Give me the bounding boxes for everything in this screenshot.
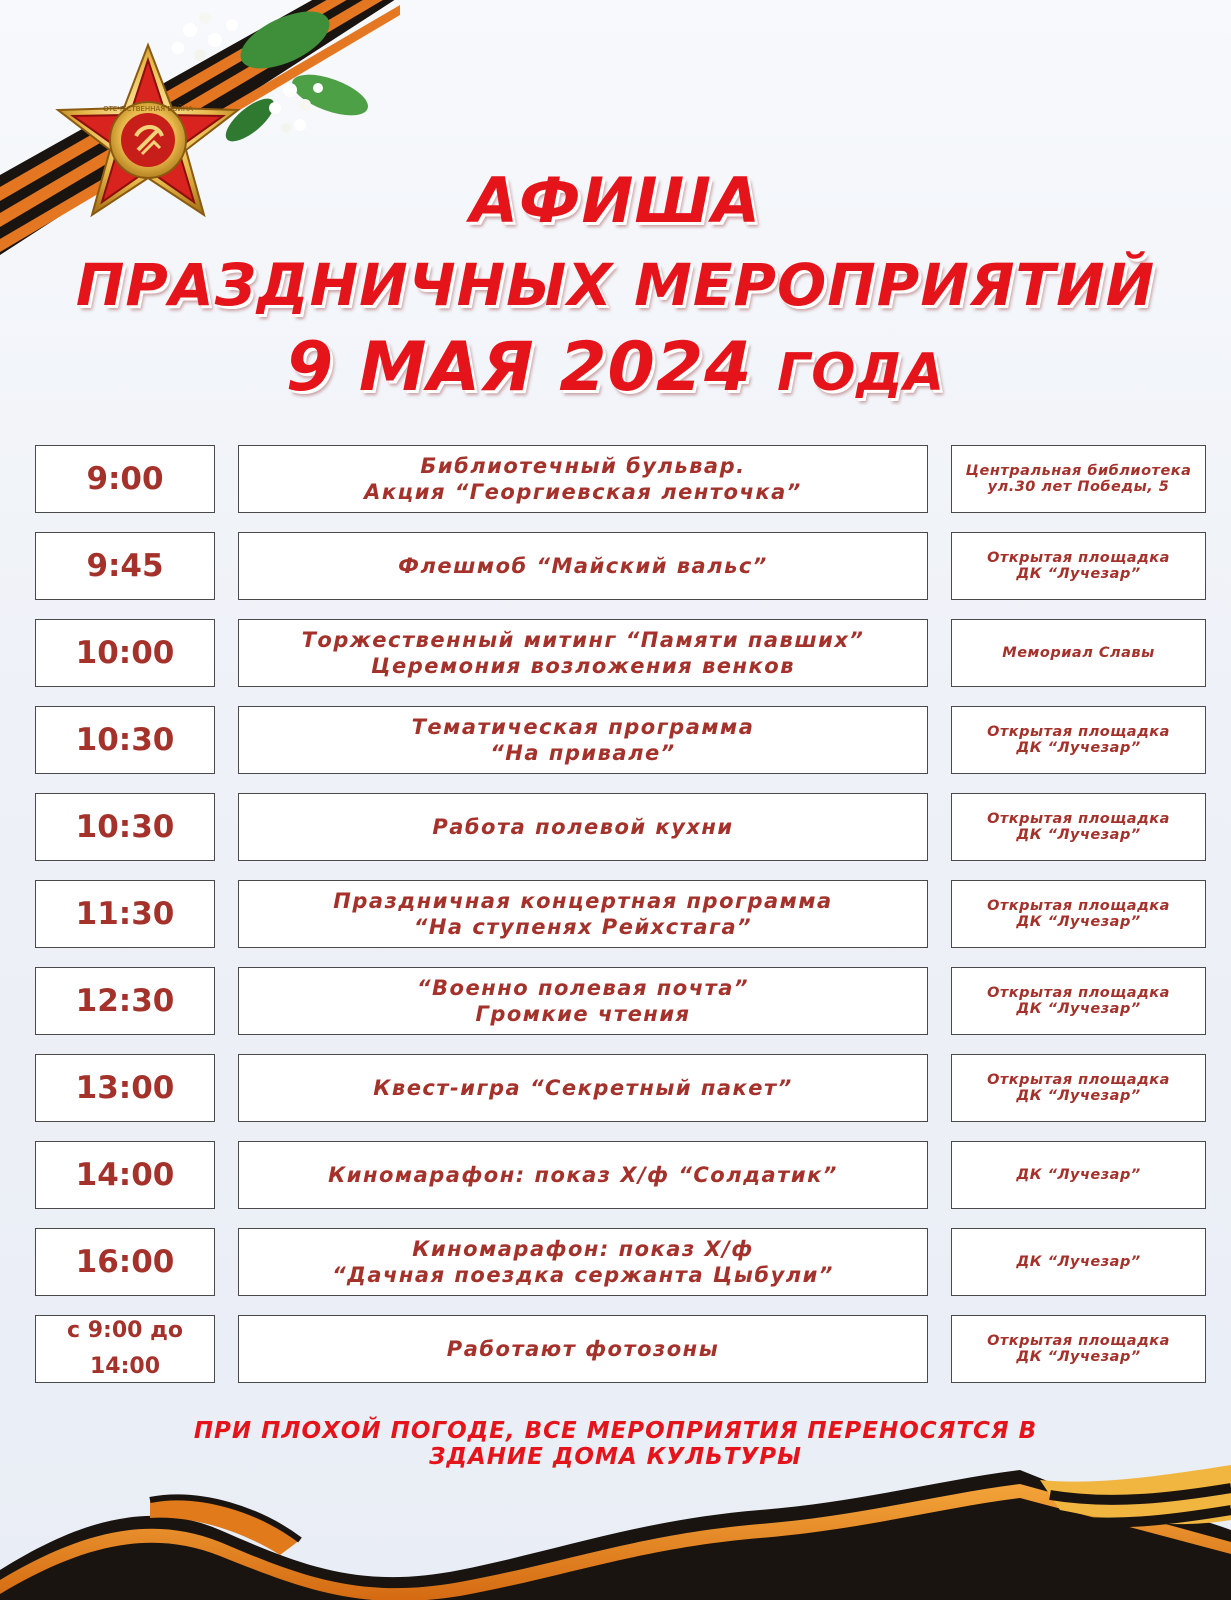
- event-place: Открытая площадка ДК “Лучезар”: [951, 967, 1206, 1035]
- event-title: Квест-игра “Секретный пакет”: [238, 1054, 928, 1122]
- event-title: Работа полевой кухни: [238, 793, 928, 861]
- event-time: 12:30: [35, 967, 215, 1035]
- event-title: Киномарафон: показ Х/ф “Солдатик”: [238, 1141, 928, 1209]
- event-time: 9:45: [35, 532, 215, 600]
- event-place: Открытая площадка ДК “Лучезар”: [951, 1315, 1206, 1383]
- schedule-row: [0, 967, 1231, 1035]
- event-time: 10:30: [35, 793, 215, 861]
- event-time: 9:00: [35, 445, 215, 513]
- event-time: 14:00: [35, 1141, 215, 1209]
- schedule-row: [0, 706, 1231, 774]
- event-time: 16:00: [35, 1228, 215, 1296]
- event-time: 13:00: [35, 1054, 215, 1122]
- event-place: Открытая площадка ДК “Лучезар”: [951, 793, 1206, 861]
- schedule-row: [0, 619, 1231, 687]
- schedule-row: [0, 880, 1231, 948]
- event-title: Киномарафон: показ Х/ф “Дачная поездка сержанта Цыбули”: [238, 1228, 928, 1296]
- event-place: Открытая площадка ДК “Лучезар”: [951, 1054, 1206, 1122]
- event-title: Работают фотозоны: [238, 1315, 928, 1383]
- event-title: “Военно полевая почта” Громкие чтения: [238, 967, 928, 1035]
- event-place: ДК “Лучезар”: [951, 1141, 1206, 1209]
- title-line-afisha: АФИША: [470, 164, 761, 237]
- title-line-events: ПРАЗДНИЧНЫХ МЕРОПРИЯТИЙ: [75, 251, 1156, 319]
- schedule-row: [0, 532, 1231, 600]
- event-time: 11:30: [35, 880, 215, 948]
- title-date: 9 МАЯ 2024: [285, 328, 753, 407]
- st-george-ribbon-bottom: [0, 1460, 1231, 1600]
- event-place: Открытая площадка ДК “Лучезар”: [951, 880, 1206, 948]
- event-place: Открытая площадка ДК “Лучезар”: [951, 706, 1206, 774]
- event-place: ДК “Лучезар”: [951, 1228, 1206, 1296]
- title-year-word: ГОДА: [777, 343, 946, 403]
- schedule-row: [0, 1228, 1231, 1296]
- schedule-row: [0, 793, 1231, 861]
- schedule-row: [0, 445, 1231, 513]
- title-line-date: [0, 330, 1231, 411]
- event-title: Библиотечный бульвар. Акция “Георгиевская ленточка”: [238, 445, 928, 513]
- event-time: 10:30: [35, 706, 215, 774]
- schedule-row: [0, 1054, 1231, 1122]
- event-title: Торжественный митинг “Памяти павших” Церемония возложения венков: [238, 619, 928, 687]
- event-title: Флешмоб “Майский вальс”: [238, 532, 928, 600]
- event-title: Тематическая программа “На привале”: [238, 706, 928, 774]
- medal-ring-text: ОТЕЧЕСТВЕННАЯ ВОЙНА: [103, 105, 193, 113]
- schedule-row: [0, 1315, 1231, 1383]
- event-time: 10:00: [35, 619, 215, 687]
- event-place: Открытая площадка ДК “Лучезар”: [951, 532, 1206, 600]
- event-time: с 9:00 до 14:00: [35, 1315, 215, 1383]
- weather-note: ПРИ ПЛОХОЙ ПОГОДЕ, ВСЕ МЕРОПРИЯТИЯ ПЕРЕНОСЯТСЯ В ЗДАНИЕ ДОМА КУЛЬТУРЫ: [193, 1418, 1038, 1470]
- event-title: Праздничная концертная программа “На ступенях Рейхстага”: [238, 880, 928, 948]
- schedule-row: [0, 1141, 1231, 1209]
- event-place: Мемориал Славы: [951, 619, 1206, 687]
- event-place: Центральная библиотека ул.30 лет Победы, 5: [951, 445, 1206, 513]
